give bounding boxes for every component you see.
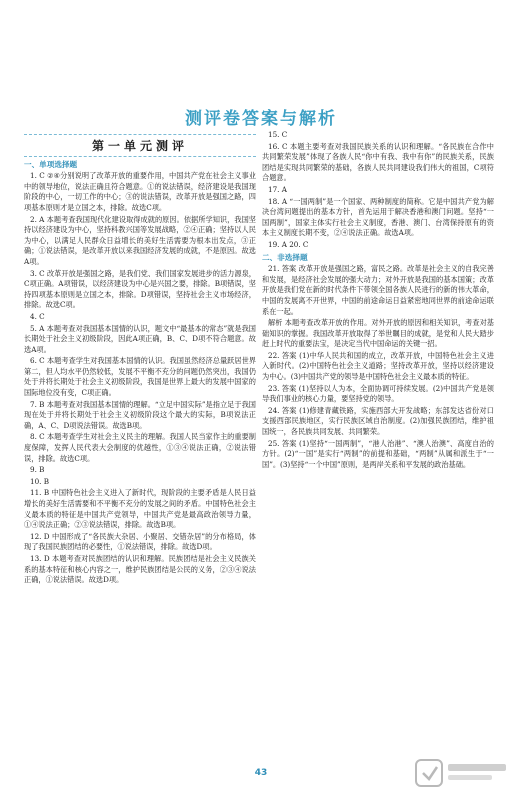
section-heading: 二、非选择题 <box>262 252 308 262</box>
answer-item: 25. 答案 (1)坚持“一国两制”，“港人治港”、“澳人治澳”、高度自治的方针。(2)“一国”是实行“两制”的前提和基础，“两制”从属和派生于“一国”。(3)坚持“一个中国”原则，是两岸关系和平发展的政治基础。 <box>262 438 494 469</box>
answer-item: 1. C ②④分别说明了改革开放的重要作用，中国共产党在社会主义事业中的领导地位，说法正确且符合题意。①的说法错误，经济建设是我国现阶段的中心，一切工作的中心；③的说法错误，改革开放是强国之路，四项基本原则才是立国之本，排除。故选C项。 <box>24 171 256 212</box>
answer-item: 18. A “一国两制”是一个国家、两种制度的简称。它是中国共产党为解决台湾问题提出的基本方针，首先运用于解决香港和澳门问题。坚持“一国两制”，国家主体实行社会主义制度，香港、澳门、台湾保持原有的资本主义制度长期不变，②④说法正确。故选A项。 <box>262 196 494 238</box>
answer-item: 9. B <box>30 465 45 475</box>
answer-item: 21. 答案 改革开放是强国之路，富民之路。改革是社会主义的自我完善和发展，是经济社会发展的强大动力；对外开放是我国的基本国策；改革开放是我们党在新的时代条件下带领全国各族人民进行的新的伟大革命，中国的发展离不开世界，中国的前途命运日益紧密地同世界的前途命运联系在一起。 <box>262 264 494 316</box>
left-column <box>24 132 256 587</box>
answer-item: 7. B 本题考查对我国基本国情的理解。“立足中国实际”是指立足于我国现在处于并将长期处于社会主义初级阶段这个最大的实际，B项说法正确，A、C、D项说法错误。故选B项。 <box>24 399 256 430</box>
answer-item: 5. A 本题考查对我国基本国情的认识，题文中“最基本的常态”就是我国长期处于社会主义初级阶段，因此A项正确，B、C、D项不符合题意。故选A项。 <box>24 323 256 354</box>
answer-item: 13. D 本题考查对民族团结的认识和理解。民族团结是社会主义民族关系的基本特征和核心内容之一，维护民族团结是公民的义务，②③④说法正确，①说法错误。故选D项。 <box>24 553 256 585</box>
answer-item: 16. C 本题主要考查对我国民族关系的认识和理解。“各民族在合作中共同繁荣发展”体现了各族人民“你中有我、我中有你”的民族关系，民族团结是实现共同繁荣的基础，各族人民共同建设我们伟大的祖国，C项符合题意。 <box>262 141 494 183</box>
answer-item: 解析 本题考查改革开放的作用。对外开放的原因和相关知识，考查对基础知识的掌握。我国改革开放取得了举世瞩目的成就，是党和人民大踏步赶上时代的重要法宝，是决定当代中国命运的关键一招。 <box>262 318 494 349</box>
page-number: 43 <box>254 768 268 778</box>
answer-item: 10. B <box>30 476 49 486</box>
answer-item: 8. C 本题考查学生对社会主义民主的理解。我国人民当家作主的重要制度保障，发挥人民代表大会制度的优越性，①③④说法正确，②说法错误，排除。故选C项。 <box>24 432 256 463</box>
unit-title: 第一单元测评 <box>91 139 188 153</box>
answer-item: 15. C <box>268 130 288 139</box>
answer-item: 6. C 本题考查学生对我国基本国情的认识。我国虽然经济总量跃居世界第二，但人均水平仍然较低，发展不平衡不充分的问题仍然突出，我国仍处于并将长期处于社会主义初级阶段，我国是世界上最大的发展中国家的国际地位没有变，C项正确。 <box>24 356 256 398</box>
answer-item: 17. A <box>268 184 287 194</box>
watermark-logo-icon <box>414 756 510 790</box>
answer-item: 23. 答案 (1)坚持以人为本，全面协调可持续发展。(2)中国共产党是领导我们事业的核心力量，要坚持党的领导。 <box>262 383 494 404</box>
answer-item: 22. 答案 (1)中华人民共和国的成立，改革开放，中国特色社会主义进入新时代。(2)中国特色社会主义道路；坚持改革开放，坚持以经济建设为中心。(3)中国共产党的领导是中国特色社会主义最本质的特征。 <box>262 350 494 382</box>
section-heading: 一、单项选择题 <box>24 159 78 169</box>
answer-item: 24. 答案 (1)修建青藏铁路，实施西部大开发战略；东部发达省份对口支援西部民族地区，实行民族区域自治制度。(2)加强民族团结，维护祖国统一，各民族共同发展、共同繁荣。 <box>262 405 494 437</box>
divider <box>24 156 256 157</box>
answer-item: 12. D 中国形成了“各民族大杂居、小聚居、交错杂居”的分布格局，体现了我国民族团结的必要性，①说法错误，排除。故选D项。 <box>24 531 256 552</box>
answer-item: 19. A 20. C <box>268 239 309 249</box>
answer-item: 11. B 中国特色社会主义进入了新时代，现阶段的主要矛盾是人民日益增长的美好生活需要和不平衡不充分的发展之间的矛盾。中国特色社会主义最本质的特征是中国共产党领导，中国共产党是最高政治领导力量，①④说法正确；②③说法错误，排除。故选B项。 <box>24 488 256 530</box>
answer-item: 3. C 改革开放是强国之路，是我们党、我们国家发展进步的活力源泉，C项正确。A项错误，以经济建设为中心是兴国之要，排除。B项错误，坚持四项基本原则是立国之本，排除。D项错误，坚持社会主义市场经济，排除。故选C项。 <box>24 268 256 310</box>
answer-item: 4. C <box>30 311 45 321</box>
right-column <box>262 130 494 471</box>
divider <box>24 134 256 135</box>
answer-item: 2. A 本题考查我国现代化建设取得成就的原因。依据所学知识，我国坚持以经济建设为中心，坚持科教兴国等发展战略，②④正确；坚持以人民为中心，以满足人民群众日益增长的美好生活需要为根本出发点，③正确；①说法错误，是改革开放以来我国经济发展的成就，不是原因。故选A项。 <box>24 214 256 266</box>
page-title: 测评卷答案与解析 <box>185 109 337 129</box>
